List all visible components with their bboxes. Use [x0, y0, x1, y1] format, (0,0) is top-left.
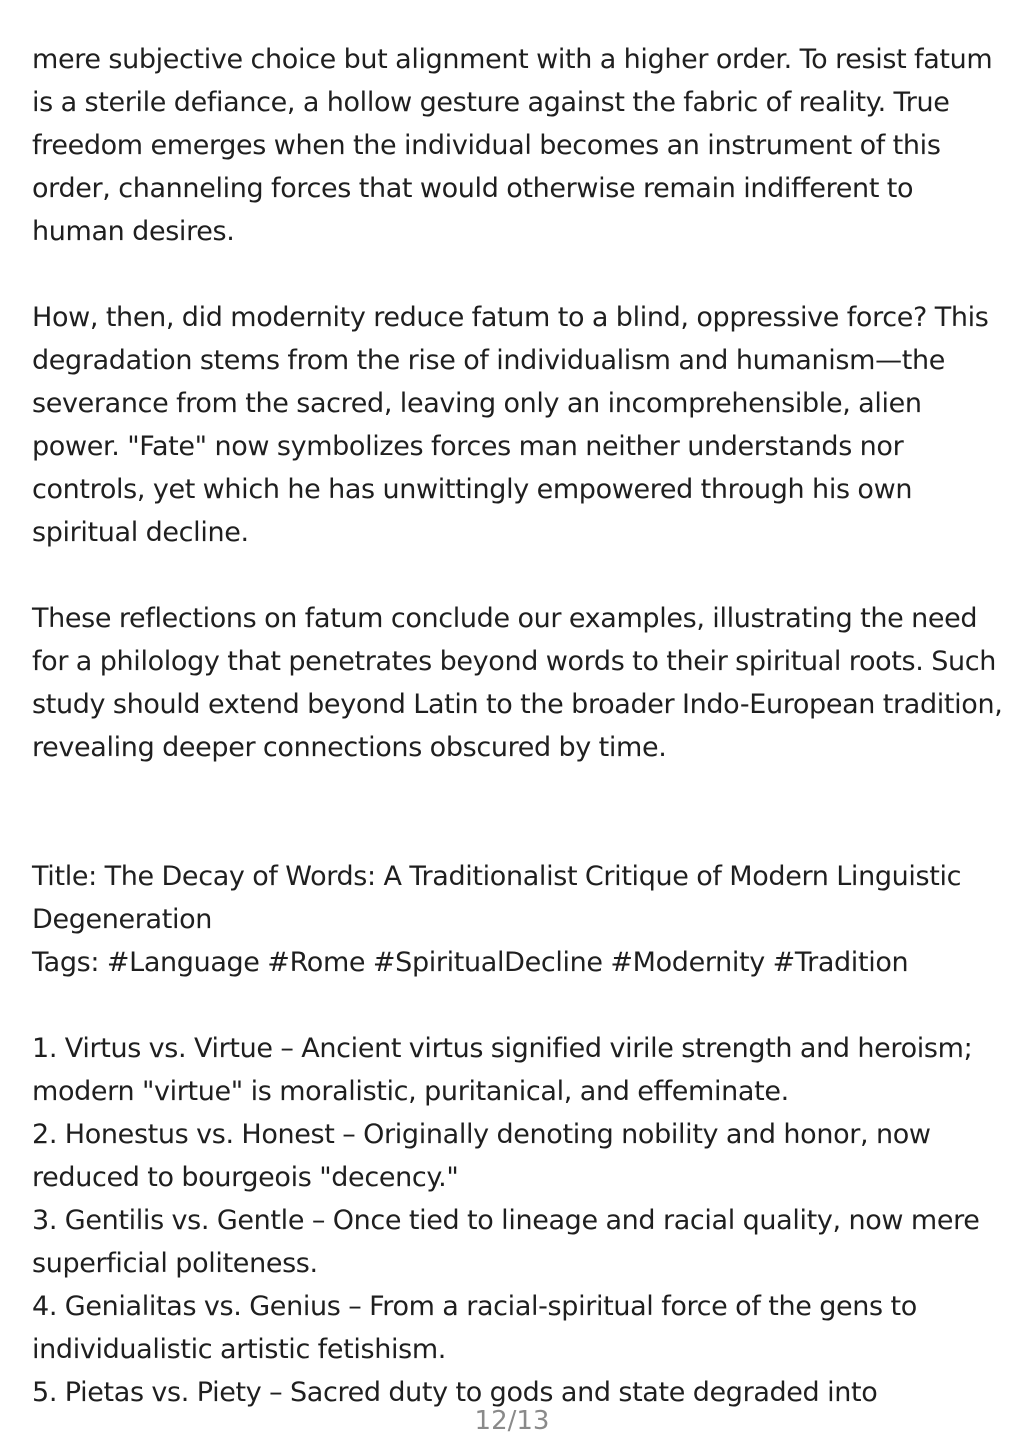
list-item: 5. Pietas vs. Piety – Sacred duty to gods and state degraded into: [32, 1377, 878, 1408]
list-item: 2. Honestus vs. Honest – Originally denoting nobility and honor, now reduced to bourgeois "decency.": [32, 1119, 931, 1193]
section-spacer: [32, 769, 1004, 855]
post-title-line: Title: The Decay of Words: A Traditionalist Critique of Modern Linguistic Degeneration: [32, 861, 962, 935]
paragraph-spacer: [32, 253, 1004, 296]
list-item: 3. Gentilis vs. Gentle – Once tied to lineage and racial quality, now mere superficial politeness.: [32, 1205, 980, 1279]
list-item: 4. Genialitas vs. Genius – From a racial-spiritual force of the gens to individualistic artistic fetishism.: [32, 1291, 917, 1365]
paragraph-spacer: [32, 554, 1004, 597]
paragraph: mere subjective choice but alignment with a higher order. To resist fatum is a sterile defiance, a hollow gesture against the fabric of reality. True freedom emerges when the individual becomes an instrument of this order, channeling forces that would otherwise remain indifferent to human desires.: [32, 44, 993, 247]
paragraph-spacer: [32, 984, 1004, 1027]
page-indicator: 12/13: [474, 1406, 550, 1436]
paragraph: These reflections on fatum conclude our examples, illustrating the need for a philology that penetrates beyond words to their spiritual roots. Such study should extend beyond Latin to the broader Indo-European tradition, revealing deeper connections obscured by time.: [32, 603, 1003, 763]
paragraph: How, then, did modernity reduce fatum to a blind, oppressive force? This degradation stems from the rise of individualism and humanism—the severance from the sacred, leaving only an incomprehensible, alien power. "Fate" now symbolizes forces man neither understands nor controls, yet which he has unwittingly empowered through his own spiritual decline.: [32, 302, 989, 548]
list-item: 1. Virtus vs. Virtue – Ancient virtus signified virile strength and heroism; modern "virtue" is moralistic, puritanical, and effeminate.: [32, 1033, 973, 1107]
post-tags-line: Tags: #Language #Rome #SpiritualDecline #Modernity #Tradition: [32, 947, 909, 978]
reader-page-content: [32, 38, 1004, 1414]
